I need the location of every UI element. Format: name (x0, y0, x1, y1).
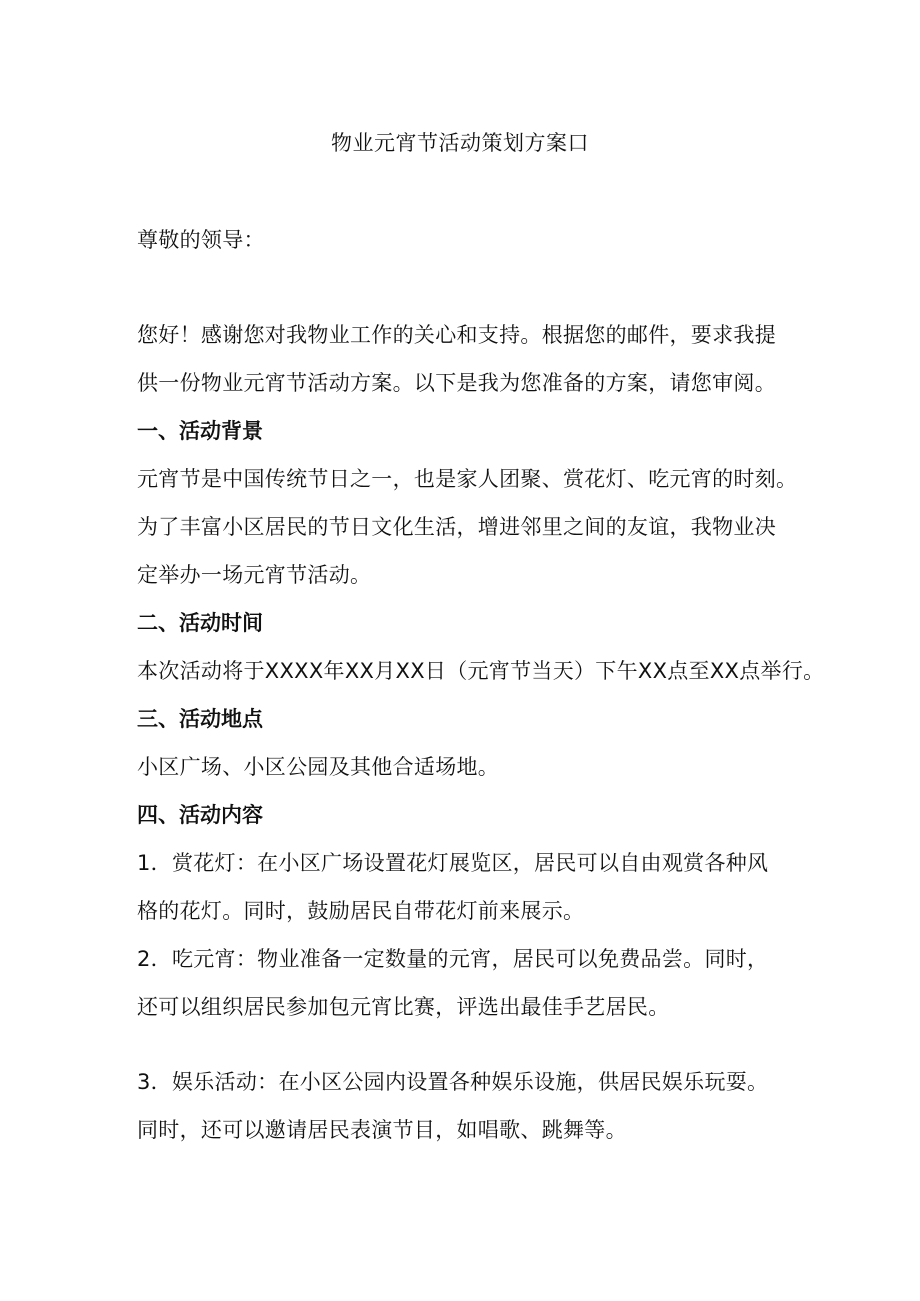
salutation: 尊敬的领导： (137, 228, 265, 252)
section-heading-background: 一、活动背景 (137, 419, 263, 443)
section-heading-time: 二、活动时间 (137, 611, 263, 635)
content-line-4: 还可以组织居民参加包元宵比赛，评选出最佳手艺居民。 (137, 995, 670, 1019)
background-line-2: 为了丰富小区居民的节日文化生活，增进邻里之间的友谊，我物业决 (137, 515, 776, 539)
content-line-3: 2．吃元宵：物业准备一定数量的元宵，居民可以免费品尝。同时， (137, 947, 769, 971)
document-title: 物业元宵节活动策划方案口 (331, 131, 589, 155)
content-line-5: 3．娱乐活动：在小区公园内设置各种娱乐设施，供居民娱乐玩耍。 (137, 1070, 769, 1094)
content-line-6: 同时，还可以邀请居民表演节目，如唱歌、跳舞等。 (137, 1118, 627, 1142)
section-heading-content: 四、活动内容 (137, 803, 263, 827)
location-line-1: 小区广场、小区公园及其他合适场地。 (137, 755, 500, 779)
intro-line-2: 供一份物业元宵节活动方案。以下是我为您准备的方案，请您审阅。 (137, 371, 776, 395)
section-heading-location: 三、活动地点 (137, 707, 263, 731)
background-line-3: 定举办一场元宵节活动。 (137, 563, 372, 587)
intro-line-1: 您好！感谢您对我物业工作的关心和支持。根据您的邮件，要求我提 (137, 323, 776, 347)
content-line-2: 格的花灯。同时，鼓励居民自带花灯前来展示。 (137, 899, 585, 923)
content-line-1: 1．赏花灯：在小区广场设置花灯展览区，居民可以自由观赏各种风 (137, 851, 769, 875)
background-line-1: 元宵节是中国传统节日之一，也是家人团聚、赏花灯、吃元宵的时刻。 (137, 467, 798, 491)
time-line-1: 本次活动将于XXXX年XX月XX日（元宵节当天）下午XX点至XX点举行。 (137, 659, 825, 683)
